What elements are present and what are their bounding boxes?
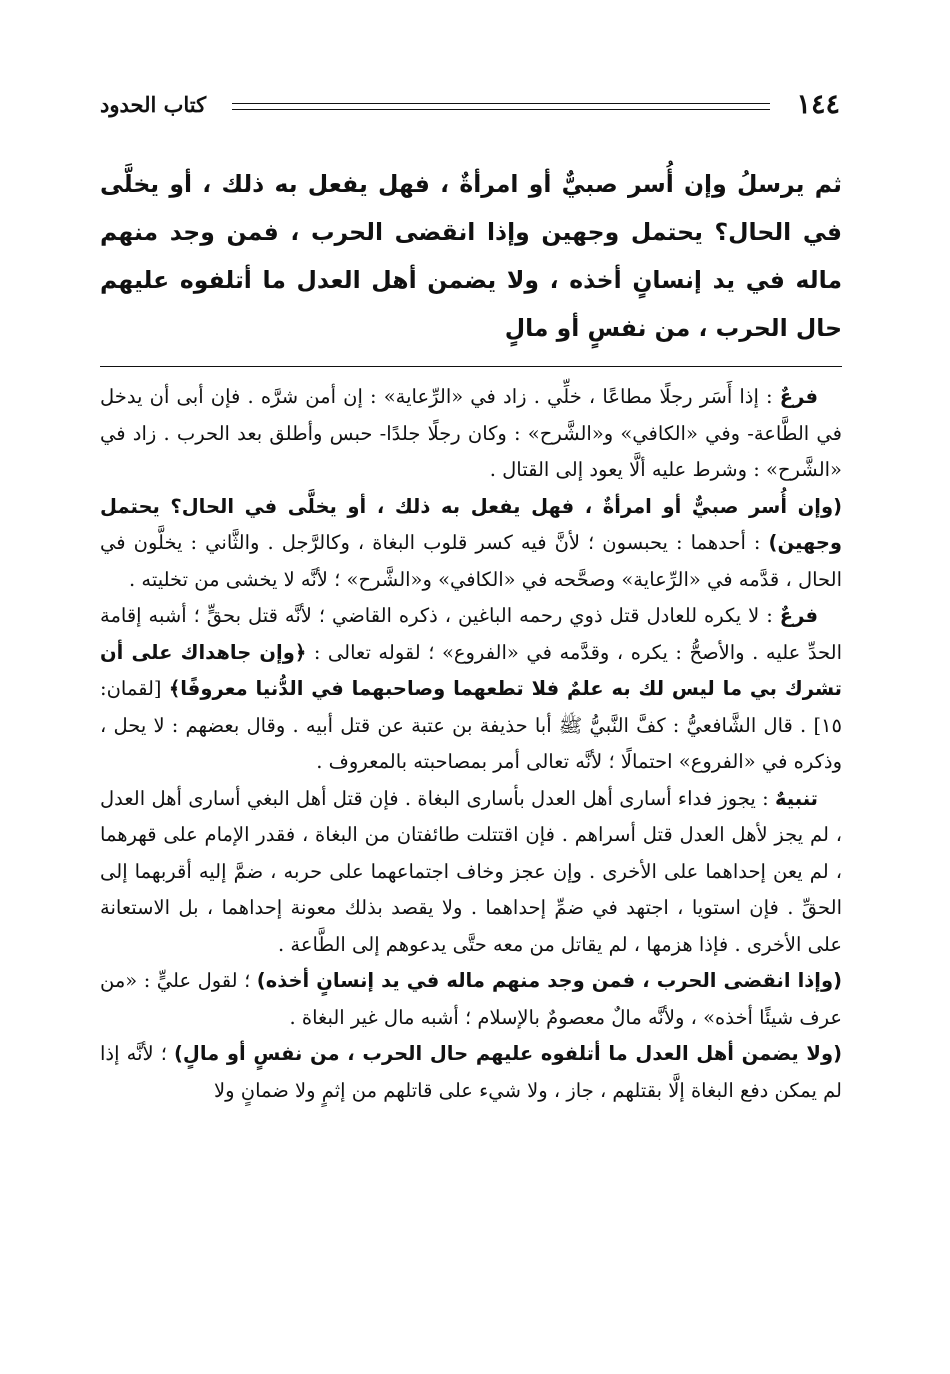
paragraph-text: : يجوز فداء أسارى أهل العدل بأسارى البغاة . فإن قتل أهل البغي أسارى أهل العدل ، لم يجز لأهل العدل قتل أسراهم . فإن اقتتلت طائفتان من البغاة ، فقدر الإمام على قهرهما ، لم يعن إحداهما على الأخرى . وإن عجز وخاف اجتماعهما على حربه ، ضمَّ إليه أقربهما إلى الحقِّ . فإن استويا ، اجتهد في ضمِّ إحداهما . ولا يقصد بذلك معونة إحداهما ، بل الاستعانة على الأخرى . فإذا هزمها ، لم يقاتل من معه حتَّى يدعوهم إلى الطَّاعة . bbox=[100, 786, 842, 956]
paragraph-far-2 bbox=[100, 598, 842, 781]
paragraph-label: فرعٌ bbox=[779, 385, 818, 408]
paragraph-text-after: [لقمان: ١٥] . قال الشَّافعيُّ : كفَّ النَّبيُّ ﷺ أبا حذيفة بن عتبة عن قتل أبيه . وقال بعضهم : لا يحل ، وذكره في «الفروع» احتمالًا ؛ لأنَّه تعالى أمر بمصاحبته بالمعروف . bbox=[100, 677, 842, 773]
paragraph-text: ؛ لقول عليٍّ : «من عرف شيئًا أخذه» ، ولأنَّه مالٌ معصومٌ بالإسلام ؛ أشبه مال غير البغاة . bbox=[100, 969, 842, 1029]
page-number: ١٤٤ bbox=[796, 88, 840, 120]
paragraph-tanbih bbox=[100, 781, 842, 964]
paragraph-text: : أحدهما : يحبسون ؛ لأنَّ فيه كسر قلوب البغاة ، وكالرَّجل . والثَّاني : يخلَّون في الحال ، قدَّمه في «الرِّعاية» وصحَّحه في «الكافي» و«الشَّرح» ؛ لأنَّه لا يخشى من تخليته . bbox=[100, 531, 842, 591]
paragraph-label: فرعٌ bbox=[779, 604, 818, 627]
matn-separator bbox=[100, 366, 842, 367]
paragraph-label: (ولا يضمن أهل العدل ما أتلفوه عليهم حال الحرب ، من نفسٍ أو مالٍ) bbox=[174, 1042, 842, 1065]
header-rule bbox=[232, 103, 770, 110]
paragraph-label: (وإذا انقضى الحرب ، فمن وجد منهم ماله في يد إنسانٍ أخذه) bbox=[256, 969, 843, 992]
paragraph-text: : إذا أَسَر رجلًا مطاعًا ، خلِّي . زاد في «الرِّعاية» : إن أمن شرَّه . فإن أبى أن يدخل في الطَّاعة- وفي «الكافي» و«الشَّرح» : وكان رجلًا جلدًا- حبس وأطلق بعد الحرب . زاد في «الشَّرح» : وشرط عليه ألَّا يعود إلى القتال . bbox=[100, 385, 842, 481]
matn-text: ثم يرسلُ وإن أُسر صبيٌّ أو امرأةٌ ، فهل يفعل به ذلك ، أو يخلَّى في الحال؟ يحتمل وجهين وإذا انقضى الحرب ، فمن وجد منهم ماله في يد إنسانٍ أخذه ، ولا يضمن أهل العدل ما أتلفوه عليهم حال الحرب ، من نفسٍ أو مالٍ bbox=[100, 170, 842, 342]
page-body bbox=[100, 160, 842, 1109]
paragraph-quoted-matn-2 bbox=[100, 963, 842, 1036]
paragraph-far-1 bbox=[100, 379, 842, 489]
book-title: كتاب الحدود bbox=[100, 91, 207, 117]
commentary bbox=[100, 379, 842, 1109]
running-header bbox=[100, 82, 840, 126]
paragraph-label: تنبيهٌ bbox=[774, 786, 818, 810]
paragraph-text: ؛ لأنَّه إذا لم يمكن دفع البغاة إلَّا بقتلهم ، جاز ، ولا شيء على قاتلهم من إثمٍ ولا ضمانٍ ولا bbox=[100, 1042, 842, 1102]
paragraph-text: : لا يكره للعادل قتل ذوي رحمه الباغين ، ذكره القاضي ؛ لأنَّه قتل بحقٍّ ؛ أشبه إقامة الحدِّ عليه . والأصحُّ : يكره ، وقدَّمه في «الفروع» ؛ لقوله تعالى : bbox=[100, 604, 842, 664]
paragraph-label: (وإن أُسر صبيٌّ أو امرأةٌ ، فهل يفعل به ذلك ، أو يخلَّى في الحال؟ يحتمل وجهين) bbox=[100, 494, 842, 554]
paragraph-quoted-matn-1 bbox=[100, 489, 842, 599]
quran-verse: ﴿وإن جاهداك على أن تشرك بي ما ليس لك به علمٌ فلا تطعهما وصاحبهما في الدُّنيا معروفًا﴾ bbox=[100, 640, 842, 700]
paragraph-quoted-matn-3 bbox=[100, 1036, 842, 1109]
